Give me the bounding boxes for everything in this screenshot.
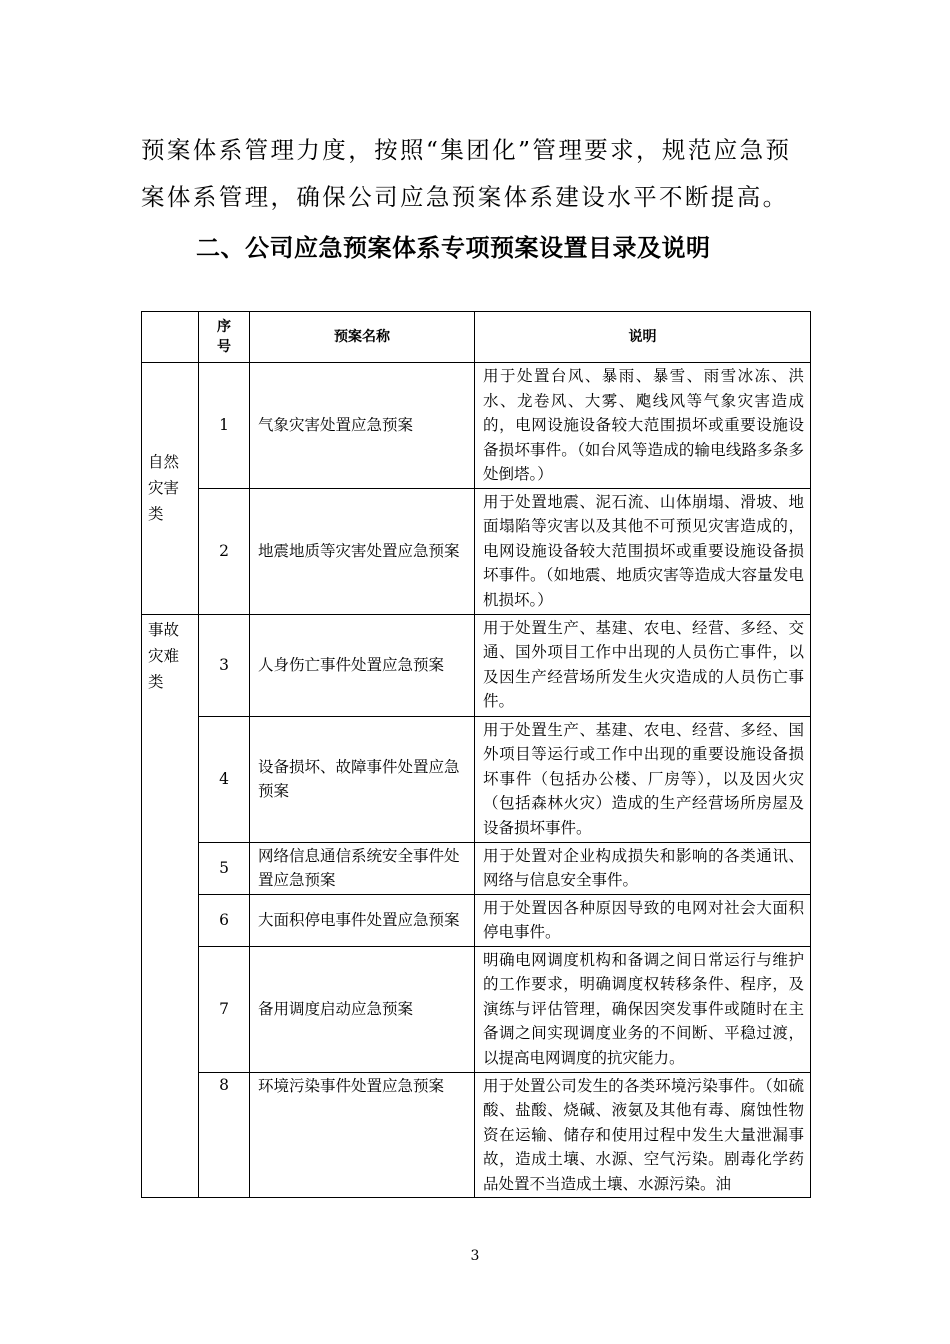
table-row (142, 1072, 811, 1198)
intro-paragraph-line-1: 预案体系管理力度，按照“集团化”管理要求，规范应急预 (141, 136, 792, 164)
header-desc: 说明 (475, 312, 811, 363)
table-header-row (142, 312, 811, 363)
row-number: 3 (199, 614, 250, 716)
emergency-plan-table (141, 311, 811, 1198)
header-category (142, 312, 199, 363)
row-number: 5 (199, 842, 250, 894)
plan-name: 设备损坏、故障事件处置应急预案 (250, 716, 475, 842)
plan-name: 大面积停电事件处置应急预案 (250, 894, 475, 946)
table-row (142, 946, 811, 1072)
table-row (142, 363, 811, 489)
plan-description: 明确电网调度机构和备调之间日常运行与维护的工作要求，明确调度权转移条件、程序，及演练与评估管理，确保因突发事件或随时在主备调之间实现调度业务的不间断、平稳过渡，以提高电网调度的抗灾能力。 (475, 946, 811, 1072)
table-row (142, 894, 811, 946)
plan-description: 用于处置对企业构成损失和影响的各类通讯、网络与信息安全事件。 (475, 842, 811, 894)
plan-name: 人身伤亡事件处置应急预案 (250, 614, 475, 716)
table-row (142, 488, 811, 614)
plan-description: 用于处置公司发生的各类环境污染事件。（如硫酸、盐酸、烧碱、液氨及其他有毒、腐蚀性物资在运输、储存和使用过程中发生大量泄漏事故，造成土壤、水源、空气污染。剧毒化学药品处置不当造成土壤、水源污染。油 (475, 1072, 811, 1198)
plan-description: 用于处置台风、暴雨、暴雪、雨雪冰冻、洪水、龙卷风、大雾、飑线风等气象灾害造成的，电网设施设备较大范围损坏或重要设施设备损坏事件。（如台风等造成的输电线路多条多处倒塔。） (475, 363, 811, 489)
plan-name: 备用调度启动应急预案 (250, 946, 475, 1072)
row-number: 8 (199, 1072, 250, 1198)
page-number: 3 (470, 1248, 480, 1264)
row-number: 2 (199, 488, 250, 614)
intro-paragraph-line-2: 案体系管理，确保公司应急预案体系建设水平不断提高。 (141, 183, 789, 211)
plan-description: 用于处置地震、泥石流、山体崩塌、滑坡、地面塌陷等灾害以及其他不可预见灾害造成的，电网设施设备较大范围损坏或重要设施设备损坏事件。（如地震、地质灾害等造成大容量发电机损坏。） (475, 488, 811, 614)
row-number: 7 (199, 946, 250, 1072)
plan-description: 用于处置因各种原因导致的电网对社会大面积停电事件。 (475, 894, 811, 946)
plan-name: 环境污染事件处置应急预案 (250, 1072, 475, 1198)
plan-name: 气象灾害处置应急预案 (250, 363, 475, 489)
header-seq: 序号 (199, 312, 250, 363)
plan-name: 网络信息通信系统安全事件处置应急预案 (250, 842, 475, 894)
table-row (142, 716, 811, 842)
plan-description: 用于处置生产、基建、农电、经营、多经、国外项目等运行或工作中出现的重要设施设备损坏事件（包括办公楼、厂房等），以及因火灾（包括森林火灾）造成的生产经营场所房屋及设备损坏事件。 (475, 716, 811, 842)
category-accident-disaster: 事故灾难类 (142, 614, 199, 1198)
row-number: 6 (199, 894, 250, 946)
header-name: 预案名称 (250, 312, 475, 363)
section-title: 二、公司应急预案体系专项预案设置目录及说明 (196, 234, 711, 262)
plan-name: 地震地质等灾害处置应急预案 (250, 488, 475, 614)
row-number: 4 (199, 716, 250, 842)
category-natural-disaster: 自然灾害类 (142, 363, 199, 615)
table-row (142, 842, 811, 894)
plan-description: 用于处置生产、基建、农电、经营、多经、交通、国外项目工作中出现的人员伤亡事件，以及因生产经营场所发生火灾造成的人员伤亡事件。 (475, 614, 811, 716)
table-row (142, 614, 811, 716)
row-number: 1 (199, 363, 250, 489)
